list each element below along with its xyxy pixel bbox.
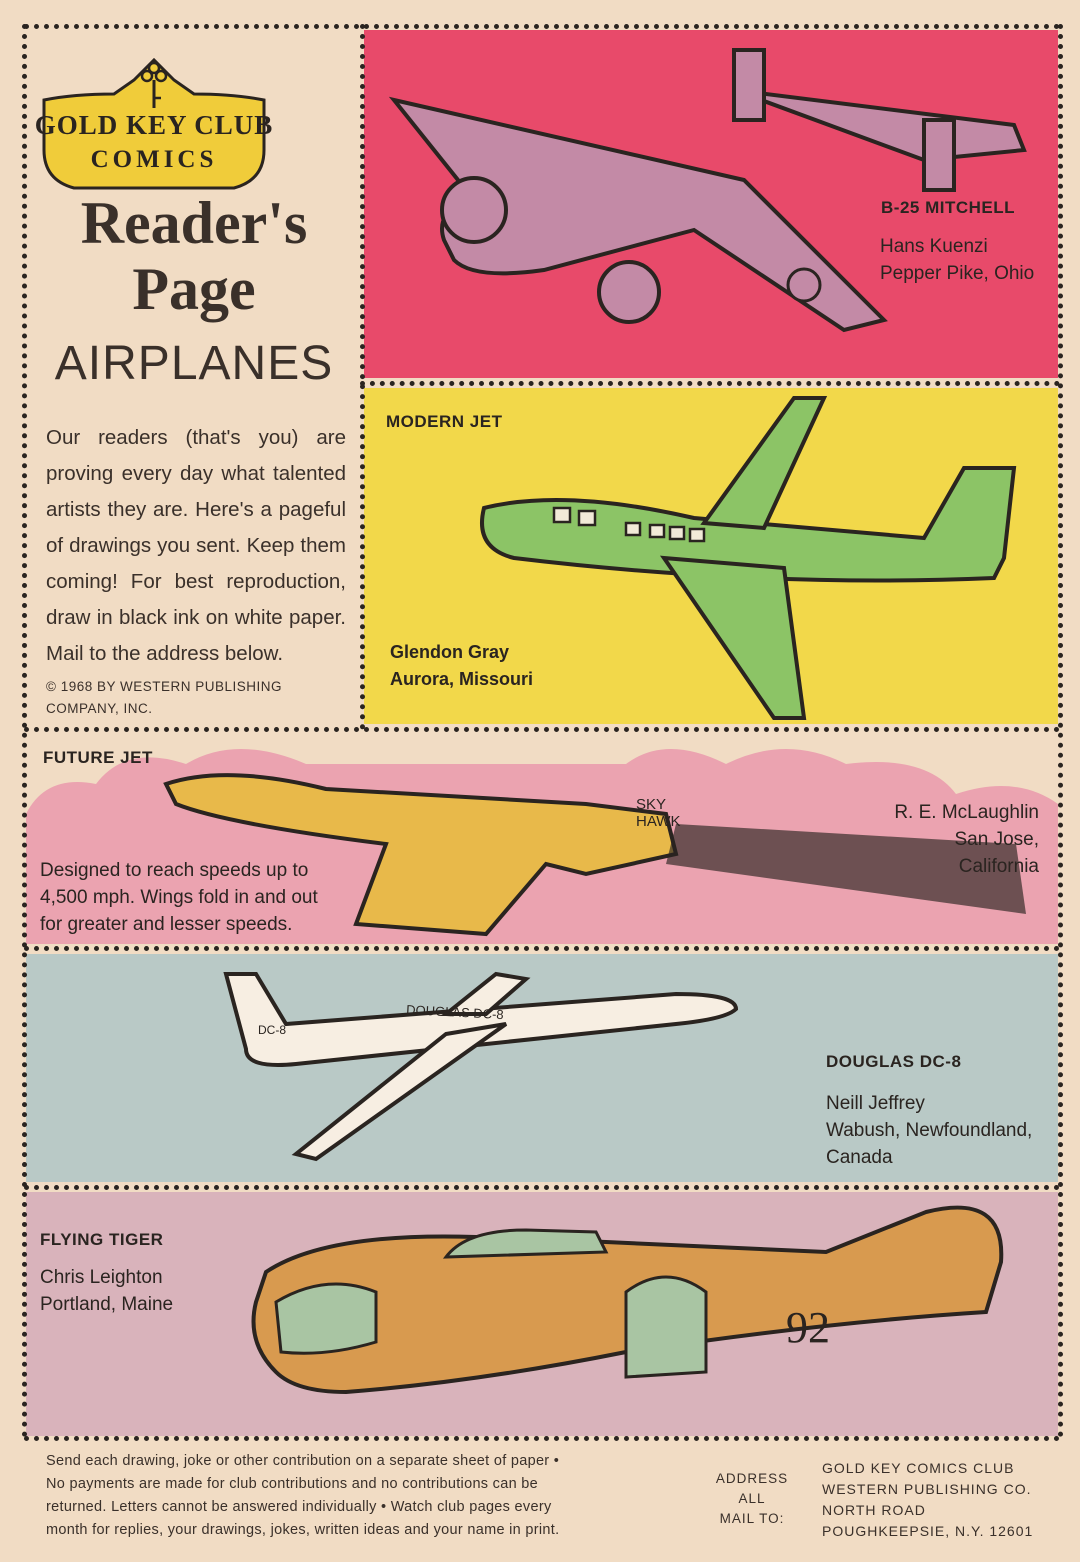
entry-title: B-25 MITCHELL xyxy=(881,198,1015,217)
panel-b25-mitchell xyxy=(364,30,1058,378)
artist-name: Hans Kuenzi xyxy=(880,236,988,257)
flying-tiger-drawing xyxy=(26,1192,1058,1436)
address-label xyxy=(712,1469,792,1529)
artist-name: Neill Jeffrey xyxy=(826,1093,925,1114)
badge-line-1: GOLD KEY CLUB xyxy=(34,110,274,140)
artist-name: Chris Leighton xyxy=(40,1267,163,1288)
footer-note-line: returned. Letters cannot be answered individually • Watch club pages every xyxy=(46,1499,552,1515)
mailing-address xyxy=(822,1458,1072,1542)
page-title xyxy=(34,190,354,322)
divider xyxy=(24,727,1060,732)
address-line: POUGHKEEPSIE, N.Y. 12601 xyxy=(822,1523,1034,1539)
tail-marking: DC-8 xyxy=(258,1023,287,1037)
footer-note xyxy=(46,1450,686,1542)
fuselage-marking: DOUGLAS DC-8 xyxy=(405,1002,505,1023)
panel-modern-jet xyxy=(364,388,1058,724)
entry-description-line: 4,500 mph. Wings fold in and out xyxy=(40,887,318,908)
section-title: AIRPLANES xyxy=(54,337,334,390)
panel-future-jet xyxy=(26,734,1058,944)
address-label-line: ALL xyxy=(738,1491,766,1506)
intro-text: Our readers (that's you) are proving every day what talented artists they are. Here's a pageful of drawings you sent. Keep them coming! For best reproduction, draw in black ink on white paper. Mail to the address below. xyxy=(46,426,346,665)
artist-location: Portland, Maine xyxy=(40,1294,174,1315)
address-label-line: ADDRESS xyxy=(715,1471,789,1486)
copyright-notice: © 1968 BY WESTERN PUBLISHING COMPANY, INC. xyxy=(46,679,283,716)
divider xyxy=(24,1185,1060,1190)
entry-title: MODERN JET xyxy=(386,412,503,431)
sky-hawk-marking: SKY xyxy=(636,796,667,813)
footer-note-line: No payments are made for club contributions and no contributions can be xyxy=(46,1476,539,1492)
divider xyxy=(360,24,365,730)
address-label-line: MAIL TO: xyxy=(719,1511,785,1526)
divider xyxy=(24,1436,1060,1441)
artist-location: Wabush, Newfoundland, xyxy=(826,1120,1033,1141)
page-title-line-1: Reader's xyxy=(80,190,308,256)
address-line: NORTH ROAD xyxy=(822,1502,926,1518)
footer-note-line: month for replies, your drawings, jokes, written ideas and your name in print. xyxy=(46,1522,560,1538)
entry-title: DOUGLAS DC-8 xyxy=(826,1052,962,1071)
footer-note-line: Send each drawing, joke or other contribution on a separate sheet of paper • xyxy=(46,1453,560,1469)
artist-location: Pepper Pike, Ohio xyxy=(880,263,1035,284)
entry-title: FUTURE JET xyxy=(43,748,153,767)
divider xyxy=(24,946,1060,951)
artist-location: Canada xyxy=(826,1147,893,1168)
plane-number-marking: 92 xyxy=(786,1303,830,1352)
entry-description-line: for greater and lesser speeds. xyxy=(40,914,293,935)
artist-name: R. E. McLaughlin xyxy=(894,802,1039,823)
page-title-line-2: Page xyxy=(132,256,256,322)
badge-line-2: COMICS xyxy=(90,146,218,173)
panel-douglas-dc8 xyxy=(26,954,1058,1182)
artist-location: Aurora, Missouri xyxy=(390,669,534,689)
sky-hawk-marking: HAWK xyxy=(636,813,681,830)
artist-location: San Jose, California xyxy=(954,829,1039,877)
divider xyxy=(24,24,1060,29)
artist-name: Glendon Gray xyxy=(390,642,510,662)
entry-description-line: Designed to reach speeds up to xyxy=(40,860,309,881)
entry-title: FLYING TIGER xyxy=(40,1230,164,1249)
address-line: GOLD KEY COMICS CLUB xyxy=(822,1460,1015,1476)
divider xyxy=(360,381,1060,386)
panel-flying-tiger xyxy=(26,1192,1058,1436)
address-line: WESTERN PUBLISHING CO. xyxy=(822,1481,1032,1497)
